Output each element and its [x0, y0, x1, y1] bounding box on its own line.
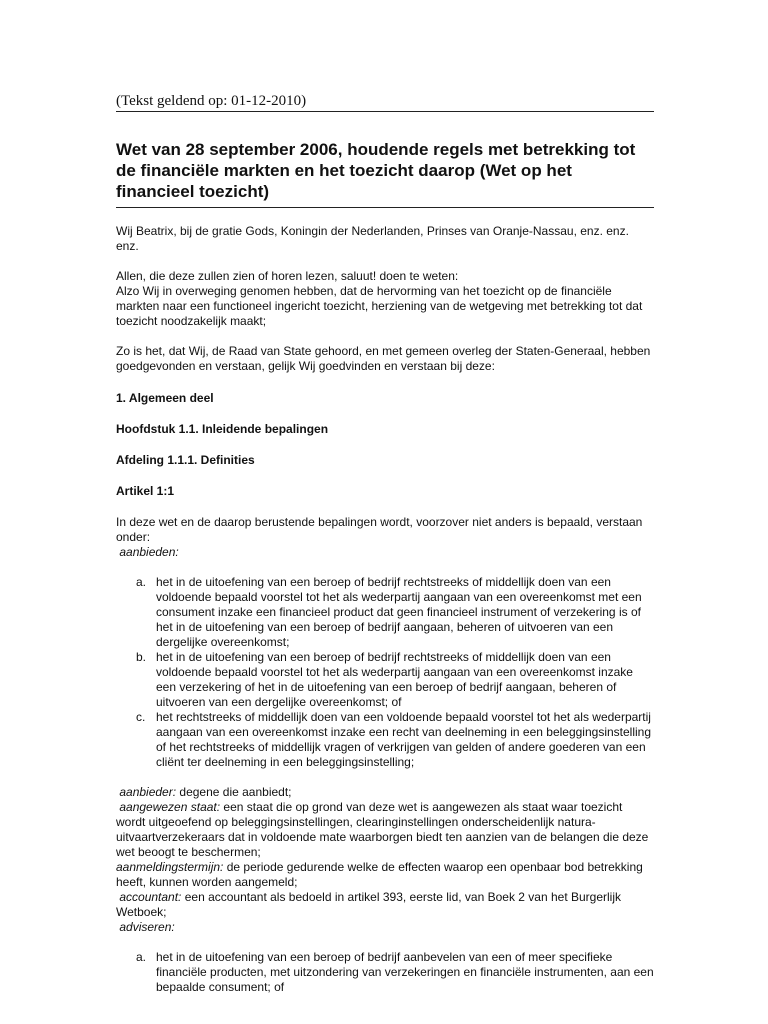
definition-text: een accountant als bedoeld in artikel 393, eerste lid, van Boek 2 van het Burgerlijk Wetboek;: [116, 890, 621, 919]
definition-term-adviseren: [116, 920, 654, 935]
definition-text: een staat die op grond van deze wet is aangewezen als staat waar toezicht wordt uitgeoefend op beleggingsinstellingen, clearinginstellingen onderscheidenlijk natura-uitvaartverzekeraars dat in voldoende mate waarborgen biedt ten aanzien van de belangen die deze wet beoogt te beschermen;: [116, 800, 649, 859]
preamble-enactment: Zo is het, dat Wij, de Raad van State gehoord, en met gemeen overleg der Staten-Generaal, hebben goedgevonden en verstaan, gelijk Wij goedvinden en verstaan bij deze:: [116, 344, 651, 373]
list-item-text: het rechtstreeks of middellijk doen van een voldoende bepaald voorstel tot het als wederpartij aangaan van een overeenkomst inzake een recht van deelneming in een beleggingsinstelling of het rechtstreeks of middellijk vragen of verkrijgen van gelden of andere goederen van een cliënt ter deelneming in een beleggingsinstelling;: [156, 710, 652, 769]
list-item-text: het in de uitoefening van een beroep of bedrijf aanbevelen van een of meer specifieke financiële producten, met uitzondering van verzekeringen en financiële instrumenten, aan een bepaalde consument; of: [156, 950, 654, 994]
list-item-text: het in de uitoefening van een beroep of bedrijf rechtstreeks of middellijk doen van een voldoende bepaald voorstel tot het als wederpartij aangaan van een overeenkomst inzake een verzekering of het in de uitoefening van een beroep of bedrijf aangaan, beheren of uitvoeren van een dergelijke overeenkomst; of: [156, 650, 633, 709]
term-aanbieden: aanbieden:: [119, 545, 179, 559]
geldend-date: (Tekst geldend op: 01-12-2010): [116, 92, 654, 112]
law-title: Wet van 28 september 2006, houdende regels met betrekking tot de financiële markten en het toezicht daarop (Wet op het financieel toezicht): [116, 139, 654, 208]
term-aanmeldingstermijn: aanmeldingstermijn:: [116, 860, 224, 874]
list-marker: c.: [136, 710, 146, 724]
artikel-intro: In deze wet en de daarop berustende bepalingen wordt, voorzover niet anders is bepaald, verstaan onder:: [116, 515, 643, 544]
list-item: [136, 575, 654, 650]
list-marker: a.: [136, 950, 147, 964]
list-marker: b.: [136, 650, 147, 664]
aanbieden-list: [116, 575, 654, 770]
list-item: [136, 710, 654, 770]
adviseren-list: [116, 950, 654, 995]
definition-aanmeldingstermijn: [116, 860, 654, 890]
definition-text: degene die aanbiedt;: [176, 785, 292, 799]
heading-artikel: Artikel 1:1: [116, 484, 175, 498]
heading-deel: 1. Algemeen deel: [116, 391, 214, 405]
list-item: [136, 950, 654, 995]
term-accountant: accountant:: [119, 890, 182, 904]
definition-term-aanbieden: [116, 545, 654, 560]
definition-text: de periode gedurende welke de effecten waarop een openbaar bod betrekking heeft, kunnen worden aangemeld;: [116, 860, 643, 889]
document-page: [116, 92, 654, 995]
heading-hoofdstuk: Hoofdstuk 1.1. Inleidende bepalingen: [116, 422, 329, 436]
heading-afdeling: Afdeling 1.1.1. Definities: [116, 453, 255, 467]
term-aanbieder: aanbieder:: [119, 785, 177, 799]
list-item: [136, 650, 654, 710]
definition-aangewezen-staat: [116, 800, 654, 860]
list-item-text: het in de uitoefening van een beroep of bedrijf rechtstreeks of middellijk doen van een voldoende bepaald voorstel tot het als wederpartij aangaan van een overeenkomst met een consument inzake een financieel product dat geen financieel instrument of verzekering is of het in de uitoefening van een beroep of bedrijf aangaan, beheren of uitvoeren van een dergelijke overeenkomst;: [156, 575, 642, 649]
definition-aanbieder: [116, 785, 654, 800]
document-body: [116, 224, 654, 995]
term-aangewezen-staat: aangewezen staat:: [119, 800, 221, 814]
term-adviseren: adviseren:: [119, 920, 175, 934]
preamble-considering: Alzo Wij in overweging genomen hebben, dat de hervorming van het toezicht op de financiële markten naar een functioneel ingericht toezicht, herziening van de wetgeving met betrekking tot dat toezicht noodzakelijk maakt;: [116, 284, 643, 328]
preamble-greeting: Allen, die deze zullen zien of horen lezen, saluut! doen te weten:: [116, 269, 459, 283]
preamble-royal: Wij Beatrix, bij de gratie Gods, Koningin der Nederlanden, Prinses van Oranje-Nassau, enz. enz. enz.: [116, 224, 629, 253]
definition-accountant: [116, 890, 654, 920]
list-marker: a.: [136, 575, 147, 589]
